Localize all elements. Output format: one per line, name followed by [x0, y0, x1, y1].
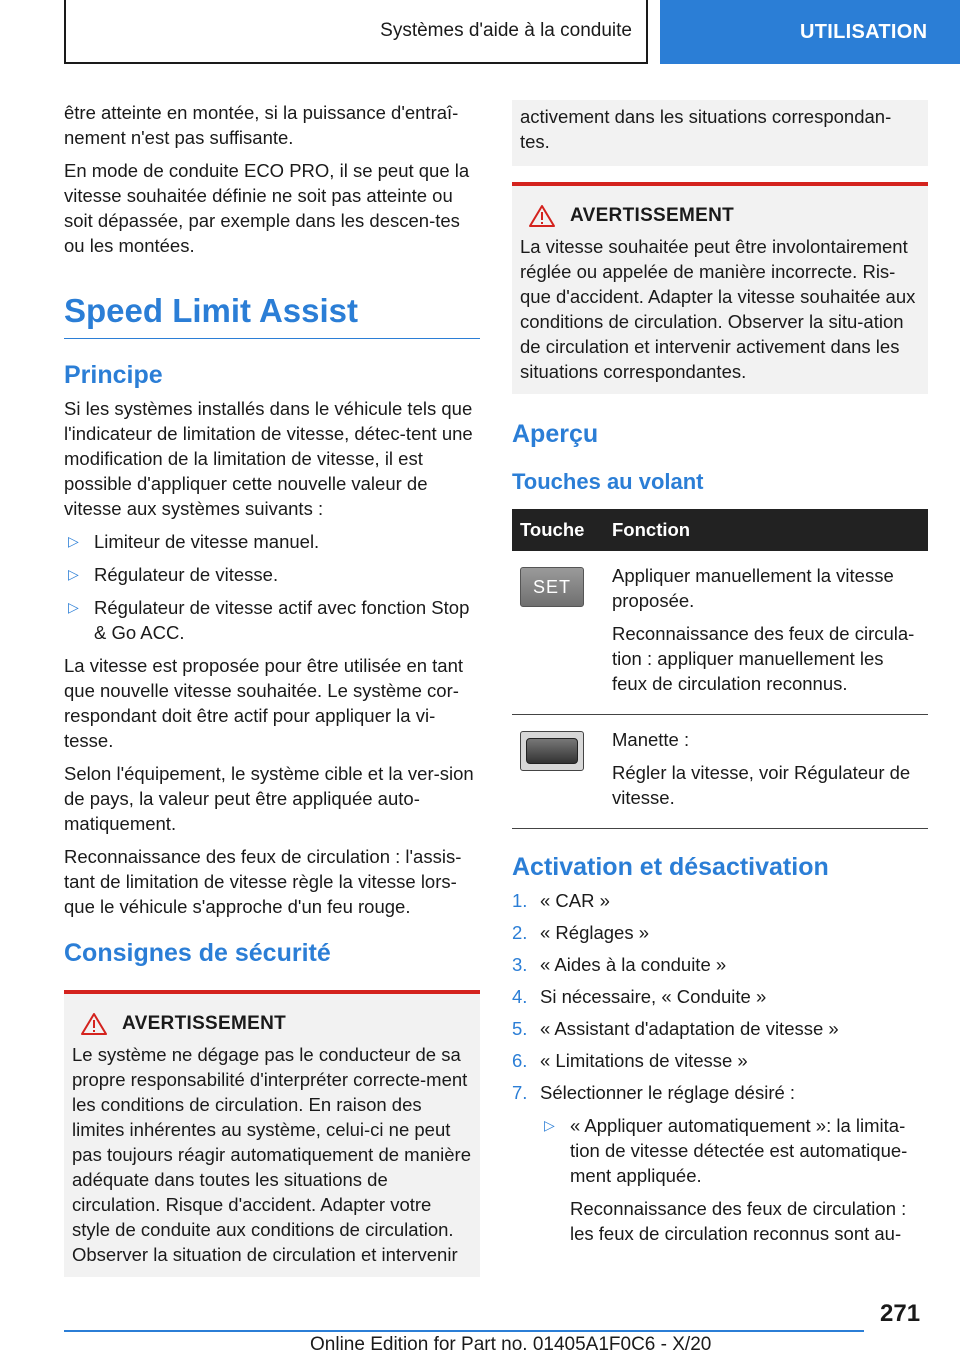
- list-item: ▷ « Appliquer automatiquement »: la limita-tion de vitesse détectée est automatique-ment appliquée. Reconnaissance des feux de circulation : les feux de circulation reconnus sont au-: [540, 1113, 928, 1246]
- triangle-bullet-icon: ▷: [68, 599, 79, 615]
- section-heading-safety: Consignes de sécurité: [64, 939, 331, 967]
- header-tab: [660, 0, 960, 64]
- triangle-bullet-icon: ▷: [68, 533, 79, 549]
- triangle-bullet-icon: ▷: [544, 1117, 555, 1133]
- warning-continuation-text: activement dans les situations correspondan-tes.: [520, 106, 892, 152]
- table-header-function: Fonction: [604, 509, 928, 551]
- warning-box: [64, 990, 480, 1277]
- keys-table: [512, 509, 928, 829]
- lever-icon: [520, 731, 584, 771]
- table-cell-text: Reconnaissance des feux de circula-tion : appliquer manuellement les feux de circulation reconnus.: [612, 623, 915, 694]
- section-heading-principe: Principe: [64, 361, 163, 389]
- subsection-heading-touches: Touches au volant: [512, 469, 704, 494]
- body-paragraph: Selon l'équipement, le système cible et la ver-sion de pays, la valeur peut être appliquée auto-matiquement.: [64, 763, 474, 834]
- header-tab-label: UTILISATION: [800, 20, 928, 43]
- warning-box: [512, 182, 928, 394]
- warning-title: AVERTISSEMENT: [570, 205, 735, 226]
- list-item: ▷ Limiteur de vitesse manuel.: [68, 531, 320, 552]
- body-paragraph: Reconnaissance des feux de circulation : l'assis-tant de limitation de vitesse règle la vitesse lors-que le véhicule s'approche d'un feu rouge.: [64, 846, 462, 917]
- list-item: 5. « Assistant d'adaptation de vitesse »: [512, 1018, 839, 1039]
- activation-steps: [512, 888, 928, 1246]
- warning-text: Le système ne dégage pas le conducteur de sa propre responsabilité d'interpréter correcte-ment les conditions de circulation. En raison des limites inhérentes au système, celui-ci ne peut pas toujours réagir automatiquement de manière adéquate dans toutes les situations de circulation. Risque d'accident. Adapter votre style de conduite aux conditions de circulation. Observer la situation de circulation et intervenir: [72, 1044, 472, 1265]
- body-paragraph: La vitesse est proposée pour être utilisée en tant que nouvelle vitesse souhaitée. Le système cor-respondant doit être actif pour appliquer la vi-tesse.: [64, 655, 464, 751]
- list-item: 3. « Aides à la conduite »: [512, 954, 727, 975]
- right-column: [512, 100, 928, 1254]
- section-heading-activation: Activation et désactivation: [512, 853, 829, 881]
- page-title: Speed Limit Assist: [64, 292, 480, 339]
- footer-edition: Online Edition for Part no. 01405A1F0C6 - X/20: [310, 1334, 712, 1355]
- list-item: ▷ Régulateur de vitesse.: [68, 564, 279, 585]
- left-column: [64, 100, 480, 1277]
- table-row: [512, 715, 928, 829]
- table-cell-text: Appliquer manuellement la vitesse proposée.: [612, 565, 894, 611]
- header-section-title: Systèmes d'aide à la conduite: [380, 20, 632, 41]
- set-button-icon: SET: [520, 567, 584, 607]
- footer-divider: [64, 1330, 864, 1332]
- triangle-bullet-icon: ▷: [68, 566, 79, 582]
- section-heading-apercu: Aperçu: [512, 420, 599, 448]
- warning-title: AVERTISSEMENT: [122, 1013, 287, 1034]
- list-item: 6. « Limitations de vitesse »: [512, 1050, 748, 1071]
- warning-triangle-icon: [528, 204, 556, 228]
- list-item: 7. Sélectionner le réglage désiré : ▷ « Appliquer automatiquement »: la limita-tion de vitesse détectée est automatique-ment appliquée. Reconnaissance des feux de circulation : les feux de circulation reconnus sont au-: [512, 1080, 928, 1246]
- table-header-key: Touche: [512, 509, 604, 551]
- table-row: [512, 551, 928, 715]
- intro-paragraph: En mode de conduite ECO PRO, il se peut que la vitesse souhaitée définie ne soit pas atteinte ou soit dépassée, par exemple dans les descen-tes ou les montées.: [64, 160, 470, 256]
- systems-list: [64, 529, 480, 645]
- page-number: 271: [880, 1300, 921, 1327]
- header-section: [64, 0, 648, 64]
- table-cell-text: Régler la vitesse, voir Régulateur de vitesse.: [612, 762, 911, 808]
- list-item: 2. « Réglages »: [512, 922, 650, 943]
- intro-paragraph: être atteinte en montée, si la puissance d'entraî-nement n'est pas suffisante.: [64, 102, 459, 148]
- table-cell-text: Manette :: [612, 729, 690, 750]
- option-note: Reconnaissance des feux de circulation : les feux de circulation reconnus sont au-: [570, 1198, 907, 1244]
- list-item: 1. « CAR »: [512, 890, 610, 911]
- warning-text: La vitesse souhaitée peut être involontairement réglée ou appelée de manière incorrecte. Ris-que d'accident. Adapter la vitesse souhaitée aux conditions de circulation. Observer la situ-ation de circulation et intervenir activement dans les situations correspondantes.: [520, 236, 916, 382]
- warning-continuation: [512, 100, 928, 166]
- principe-text: Si les systèmes installés dans le véhicule tels que l'indicateur de limitation de vitesse, détec-tent une modification de la limitation de vitesse, il est possible d'appliquer cette nouvelle valeur de vitesse aux systèmes suivants :: [64, 398, 473, 519]
- list-item: ▷ Régulateur de vitesse actif avec fonction Stop & Go ACC.: [68, 597, 470, 643]
- list-item: 4. Si nécessaire, « Conduite »: [512, 986, 767, 1007]
- settings-options: [540, 1113, 928, 1246]
- warning-triangle-icon: [80, 1012, 108, 1036]
